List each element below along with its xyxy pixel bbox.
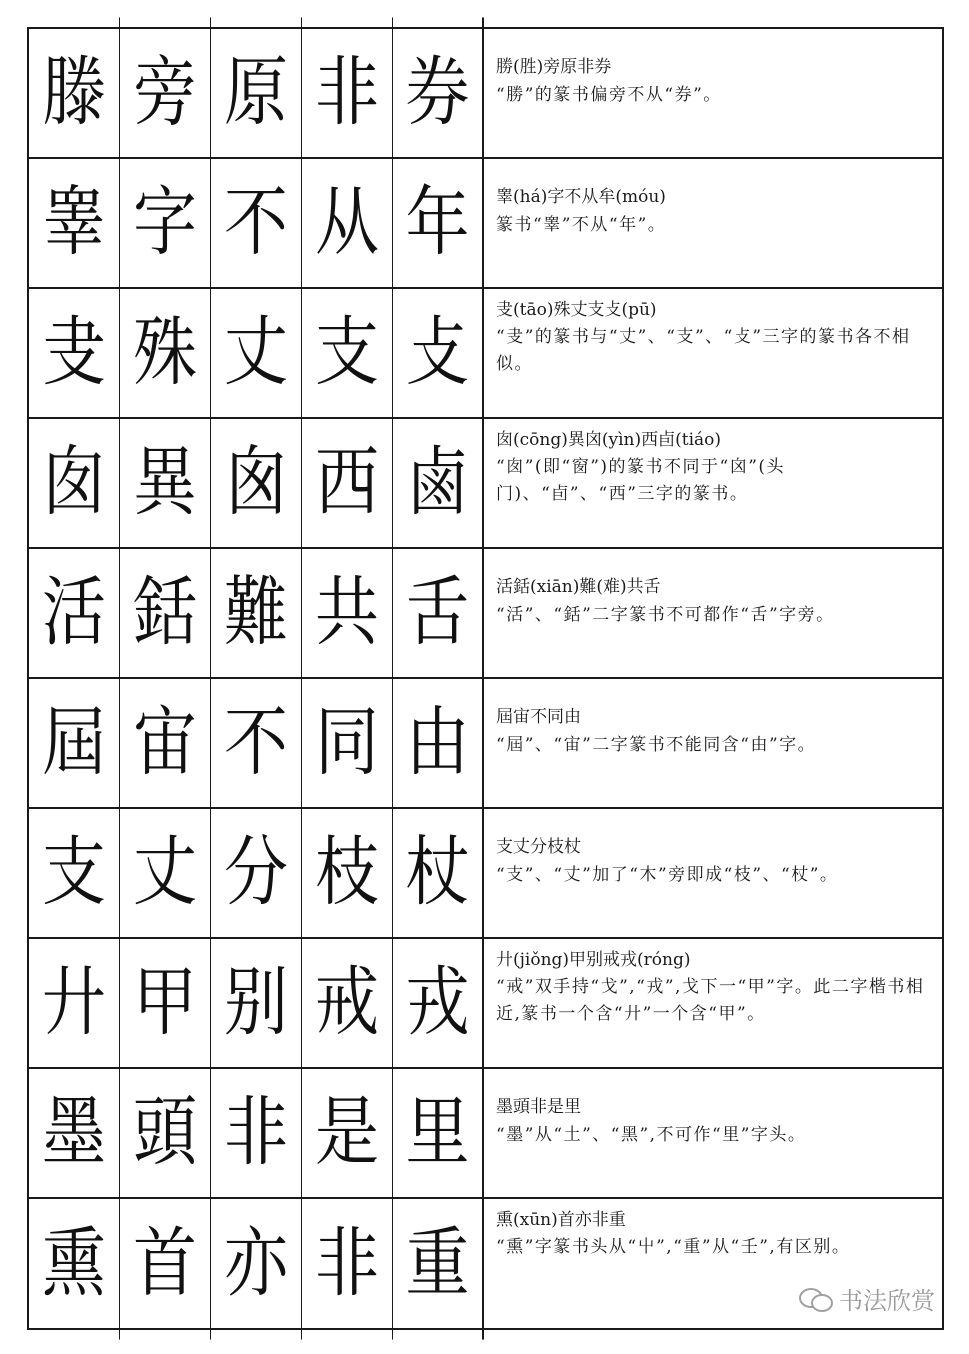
note-text: 篆书“睾”不从“年”。 (496, 215, 667, 235)
note-text: “熏”字篆书头从“屮”,“重”从“壬”,有区别。 (496, 1237, 851, 1257)
table-row (29, 679, 942, 809)
row-note (484, 679, 942, 807)
seal-glyph: 字 (120, 147, 211, 298)
note-heading: 活銛(xiān)難(难)共舌 (496, 577, 661, 597)
seal-glyph: 睾 (29, 147, 120, 298)
table-row (29, 419, 942, 549)
seal-glyph: 共 (302, 537, 393, 688)
seal-glyph: 宙 (120, 667, 211, 818)
note-heading: 墨頭非是里 (496, 1097, 581, 1117)
seal-glyph: 枝 (302, 797, 393, 948)
seal-glyph: 甲 (120, 927, 211, 1078)
note-text: “支”、“丈”加了“木”旁即成“枝”、“杖”。 (496, 865, 839, 885)
note-text: “勝”的篆书偏旁不从“券”。 (496, 85, 722, 105)
seal-glyph: 囪 (211, 407, 302, 558)
seal-glyph: 丈 (120, 797, 211, 948)
note-heading: 勝(胜)旁原非券 (496, 57, 612, 77)
watermark (799, 1281, 935, 1316)
seal-glyph: 分 (211, 797, 302, 948)
seal-glyph: 囱 (29, 407, 120, 558)
table-row (29, 939, 942, 1069)
seal-glyph: 不 (211, 147, 302, 298)
note-heading: 支丈分枝杖 (496, 837, 581, 857)
note-text: “叏”的篆书与“丈”、“支”、“攴”三字的篆书各不相似。 (496, 327, 911, 374)
seal-glyph: 里 (393, 1057, 484, 1208)
row-note (484, 159, 942, 287)
note-heading: 廾(jiǒng)甲别戒戎(róng) (496, 950, 691, 970)
comparison-table (27, 27, 944, 1330)
seal-glyph: 旁 (120, 17, 211, 168)
seal-glyph: 首 (120, 1187, 211, 1339)
seal-glyph: 非 (302, 1187, 393, 1339)
table-row (29, 289, 942, 419)
seal-glyph: 戎 (393, 927, 484, 1078)
seal-glyph: 不 (211, 667, 302, 818)
seal-glyph: 頭 (120, 1057, 211, 1208)
seal-glyph: 難 (211, 537, 302, 688)
seal-glyph: 殊 (120, 277, 211, 428)
table-row (29, 809, 942, 939)
seal-glyph: 戒 (302, 927, 393, 1078)
seal-glyph: 非 (211, 1057, 302, 1208)
row-note (484, 289, 942, 417)
wechat-icon (799, 1286, 833, 1312)
seal-glyph: 非 (302, 17, 393, 168)
seal-glyph: 墨 (29, 1057, 120, 1208)
row-note (484, 809, 942, 937)
seal-glyph: 杖 (393, 797, 484, 948)
table-row (29, 1069, 942, 1199)
note-heading: 睾(há)字不从牟(móu) (496, 187, 666, 207)
seal-glyph: 廾 (29, 927, 120, 1078)
note-text: “屆”、“宙”二字篆书不能同含“由”字。 (496, 735, 817, 755)
seal-glyph: 别 (211, 927, 302, 1078)
note-heading: 熏(xūn)首亦非重 (496, 1210, 626, 1230)
seal-glyph: 丈 (211, 277, 302, 428)
seal-glyph: 鹵 (393, 407, 484, 558)
seal-glyph: 是 (302, 1057, 393, 1208)
row-note (484, 939, 942, 1067)
note-heading: 屆宙不同由 (496, 707, 581, 727)
seal-glyph: 支 (302, 277, 393, 428)
note-text: “墨”从“土”、“黑”,不可作“里”字头。 (496, 1125, 807, 1145)
seal-glyph: 西 (302, 407, 393, 558)
row-note (484, 1069, 942, 1197)
note-text: “囱”(即“窗”)的篆书不同于“囟”(头门)、“卣”、“西”三字的篆书。 (496, 457, 786, 504)
seal-glyph: 支 (29, 797, 120, 948)
seal-glyph: 活 (29, 537, 120, 688)
seal-glyph: 从 (302, 147, 393, 298)
table-row (29, 29, 942, 159)
table-row (29, 159, 942, 289)
note-text: “活”、“銛”二字篆书不可都作“舌”字旁。 (496, 605, 835, 625)
seal-glyph: 重 (393, 1187, 484, 1339)
row-note (484, 549, 942, 677)
seal-glyph: 熏 (29, 1187, 120, 1339)
seal-glyph: 由 (393, 667, 484, 818)
seal-glyph: 銛 (120, 537, 211, 688)
seal-glyph: 年 (393, 147, 484, 298)
note-heading: 叏(tāo)殊丈支攴(pū) (496, 300, 657, 320)
note-heading: 囱(cōng)異囟(yìn)西卣(tiáo) (496, 430, 722, 450)
seal-glyph: 同 (302, 667, 393, 818)
seal-glyph: 異 (120, 407, 211, 558)
seal-glyph: 亦 (211, 1187, 302, 1339)
seal-glyph: 原 (211, 17, 302, 168)
seal-glyph: 屆 (29, 667, 120, 818)
seal-glyph: 叏 (29, 277, 120, 428)
seal-glyph: 券 (393, 17, 484, 168)
note-text: “戒”双手持“戈”,“戎”,戈下一“甲”字。此二字楷书相近,篆书一个含“廾”一个含“甲”。 (496, 977, 925, 1024)
seal-glyph: 滕 (29, 17, 120, 168)
seal-glyph: 舌 (393, 537, 484, 688)
row-note (484, 419, 942, 547)
table-row (29, 549, 942, 679)
row-note (484, 29, 942, 157)
watermark-text: 书法欣赏 (839, 1287, 935, 1315)
seal-glyph: 攴 (393, 277, 484, 428)
